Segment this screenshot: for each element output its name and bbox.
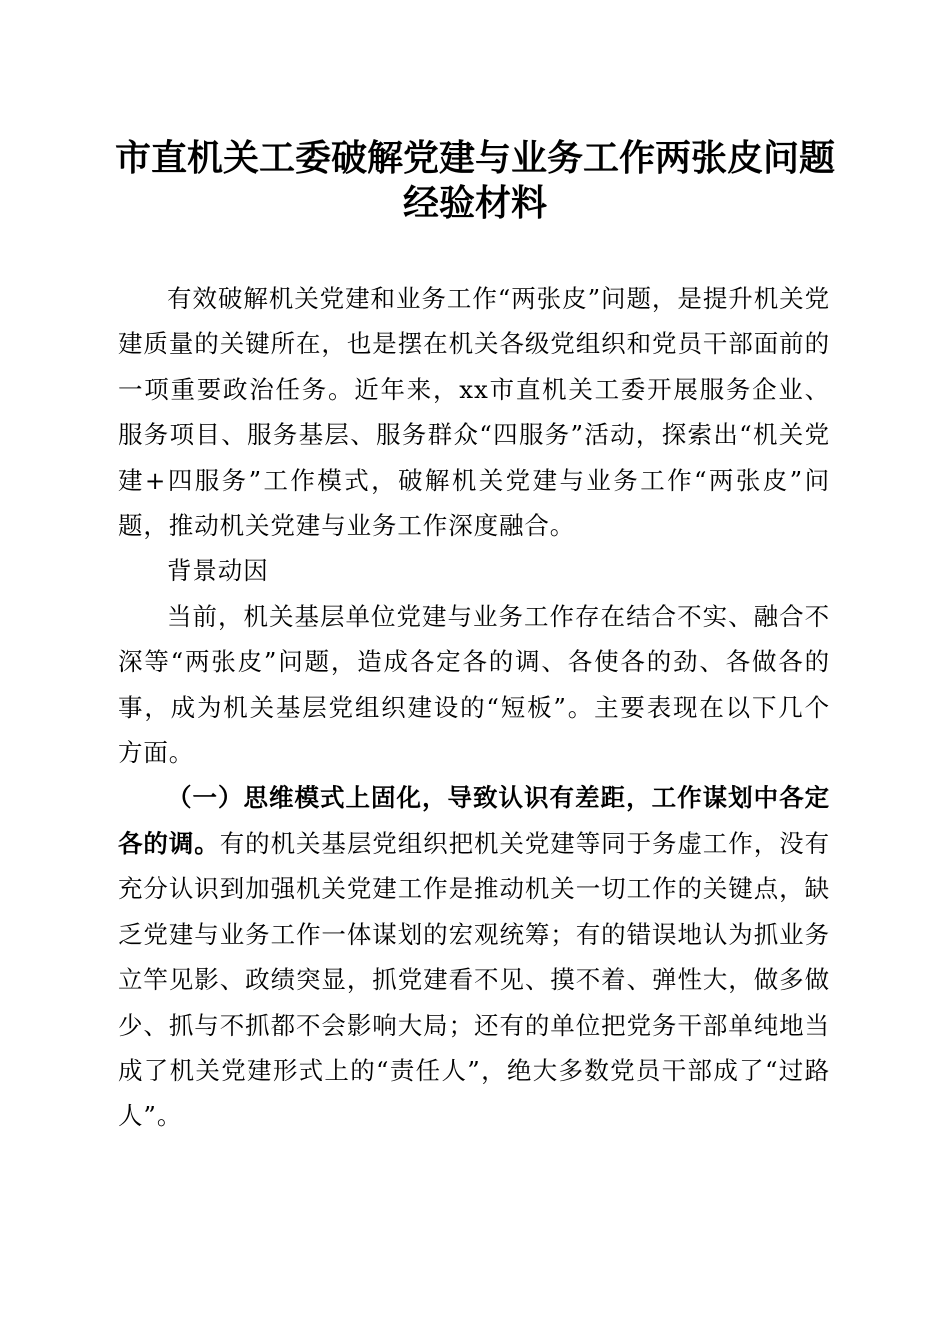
title-line-2: 经验材料 (402, 182, 547, 224)
title-line-1: 市直机关工委破解党建与业务工作两张皮问题 (114, 137, 835, 179)
document-title (100, 136, 850, 226)
point-one-heading: （一）思维模式上固化，导致认识有差距，工作谋划中各定各的调。 (118, 783, 830, 858)
point-one-paragraph (118, 775, 830, 1138)
section-heading: 背景动因 (167, 556, 269, 586)
background-paragraph: 当前，机关基层单位党建与业务工作存在结合不实、融合不深等“两张皮”问题，造成各定各的调、各使各的劲、各做各的事，成为机关基层党组织建设的“短板”。主要表现在以下几个方面。 (118, 601, 830, 768)
intro-paragraph: 有效破解机关党建和业务工作“两张皮”问题，是提升机关党建质量的关键所在，也是摆在机关各级党组织和党员干部面前的一项重要政治任务。近年来，xx市直机关工委开展服务企业、服务项目、服务基层、服务群众“四服务”活动，探索出“机关党建+四服务”工作模式，破解机关党建与业务工作“两张皮”问题，推动机关党建与业务工作深度融合。 (118, 284, 830, 541)
point-one-body: 有的机关基层党组织把机关党建等同于务虚工作，没有充分认识到加强机关党建工作是推动机关一切工作的关键点，缺乏党建与业务工作一体谋划的宏观统筹；有的错误地认为抓业务立竿见影、政绩突显，抓党建看不见、摸不着、弹性大，做多做少、抓与不抓都不会影响大局；还有的单位把党务干部单纯地当成了机关党建形式上的“责任人”，绝大多数党员干部成了“过路人”。 (118, 828, 830, 1131)
document-body (118, 276, 830, 1139)
